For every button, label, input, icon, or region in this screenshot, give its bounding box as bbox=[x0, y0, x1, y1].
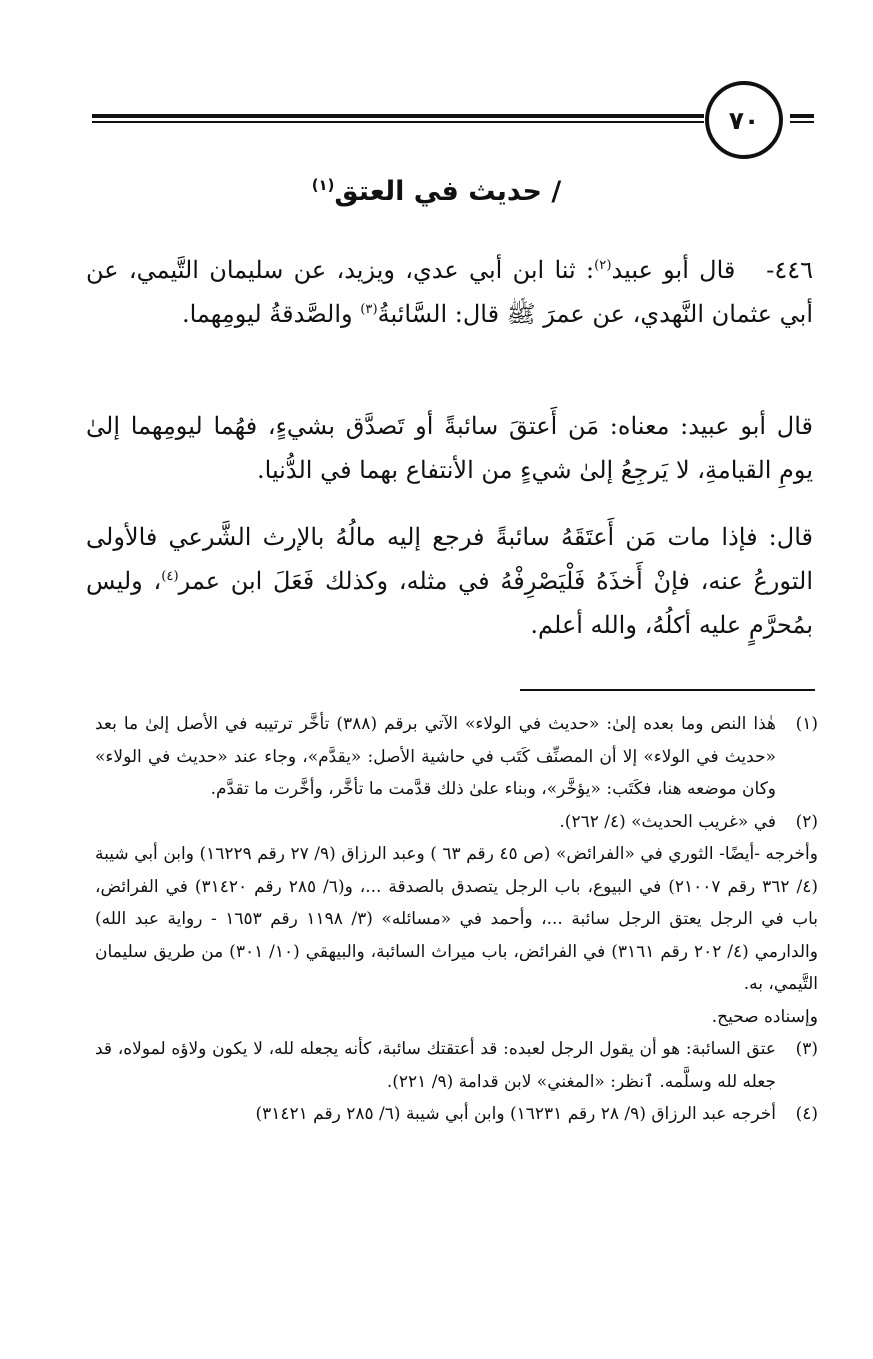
commentary-paragraph-1 bbox=[86, 404, 813, 492]
commentary-text-2a: قال: فإذا مات مَن أَعتَقَهُ سائبةً فرجع إليه مالُهُ بالإرث الشَّرعي فالأولى التورعُ عنه، فإنْ أَخذَهُ فَلْيَصْرِفْهُ في مثله، وكذلك فَعَلَ ابن عمر bbox=[86, 523, 813, 595]
footnote-ref-4: (٤) bbox=[161, 569, 179, 584]
footnote-separator bbox=[520, 689, 815, 691]
footnote-number: (١) bbox=[795, 714, 818, 734]
header-rule-right-thin bbox=[790, 121, 814, 123]
footnote-number: (٣) bbox=[795, 1039, 818, 1059]
footnote-continuation bbox=[95, 838, 818, 1033]
footnote-number: (٢) bbox=[795, 811, 818, 832]
heading-footnote-ref: (١) bbox=[311, 176, 335, 194]
hadith-paragraph bbox=[86, 248, 813, 336]
hadith-text-3: والصَّدقةُ ليومِهما. bbox=[181, 300, 361, 328]
footnote-text: هٰذا النص وما بعده إلىٰ: «حديث في الولاء» الآتي برقم (٣٨٨) تأخَّر ترتيبه في الأصل إلىٰ ما بعد «حديث في الولاء» إلا أن المصنِّف كَتَب في حاشية الأصل: «يقدَّم»، وجاء عند «حديث في الولاء» وكان موضعه هنا، فكَتَب: «يؤخَّر»، وبناء علىٰ ذلك قدَّمت ما تأخَّر، وأخَّرت ما تقدَّم. bbox=[95, 714, 776, 799]
footnote bbox=[95, 806, 818, 839]
footnote bbox=[95, 1033, 818, 1098]
footnote-text: في «غريب الحديث» (٤/ ٢٦٢). bbox=[559, 811, 776, 832]
header-rule-right-thick bbox=[790, 114, 814, 118]
footnote-text: عتق السائبة: هو أن يقول الرجل لعبده: قد أعتقتك سائبة، كأنه يجعله لله، لا يكون ولاؤه لمولاه، قد جعله لله وسلَّمه. ٱنظر: «المغني» لابن قدامة (٩/ ٢٢١). bbox=[95, 1039, 776, 1092]
heading-marker: / bbox=[551, 176, 562, 207]
hadith-text-2: : ثنا ابن أبي عدي، ويزيد، عن سليمان التَّيمي، عن أبي عثمان النَّهدي، عن عمرَ ﷺ قال: السَّائبةُ bbox=[86, 256, 813, 328]
footnote-ref-3: (٣) bbox=[360, 302, 378, 317]
commentary-text-2b: ، وليس بمُحرَّمٍ عليه أكلُهُ، والله أعلم. bbox=[86, 567, 813, 639]
hadith-number: ٤٤٦- bbox=[766, 256, 813, 284]
header-rule-thin bbox=[92, 121, 704, 123]
commentary-paragraph-2 bbox=[86, 515, 813, 647]
footnote-text: أخرجه عبد الرزاق (٩/ ٢٨ رقم ١٦٢٣١) وابن أبي شيبة (٦/ ٢٨٥ رقم ٣١٤٢١) bbox=[255, 1104, 776, 1124]
footnotes bbox=[95, 708, 818, 1131]
footnote bbox=[95, 708, 818, 806]
heading-text: حديث في العتق bbox=[334, 176, 542, 207]
footnote bbox=[95, 1098, 818, 1131]
hadith-text-1: قال أبو عبيد bbox=[611, 256, 736, 284]
footnote-ref-2: (٢) bbox=[594, 258, 612, 273]
page-number: ٧٠ bbox=[705, 81, 783, 159]
section-heading bbox=[200, 176, 673, 207]
footnote-text: وأخرجه -أيضًا- الثوري في «الفرائض» (ص ٤٥ رقم ٦٣ ) وعبد الرزاق (٩/ ٢٧ رقم ١٦٢٢٩) وابن أبي شيبة (٤/ ٣٦٢ رقم ٢١٠٠٧) في البيوع، باب الرجل يتصدق بالصدقة ...، و(٦/ ٢٨٥ رقم ٣١٤٢٠) في الفرائض، باب في الرجل يعتق الرجل سائبة ...، وأحمد في «مسائله» (٣/ ١١٩٨ رقم ١٦٥٣ - رواية عبد الله) والدارمي (٤/ ٢٠٢ رقم ٣١٦١) في الفرائض، باب ميراث السائبة، والبيهقي (١٠/ ٣٠١) من طريق سليمان التَّيمي، به. bbox=[95, 844, 818, 994]
commentary-text-1: قال أبو عبيد: معناه: مَن أَعتقَ سائبةً أو تَصدَّق بشيءٍ، فهُما ليومِهما إلىٰ يومِ القيامةِ، لا يَرجِعُ إلىٰ شيءٍ من الأنتفاع بهما في الدُّنيا. bbox=[86, 412, 813, 484]
footnote-text: وإسناده صحيح. bbox=[711, 1006, 818, 1027]
header-rule-thick bbox=[92, 114, 704, 118]
footnote-number: (٤) bbox=[795, 1104, 818, 1124]
